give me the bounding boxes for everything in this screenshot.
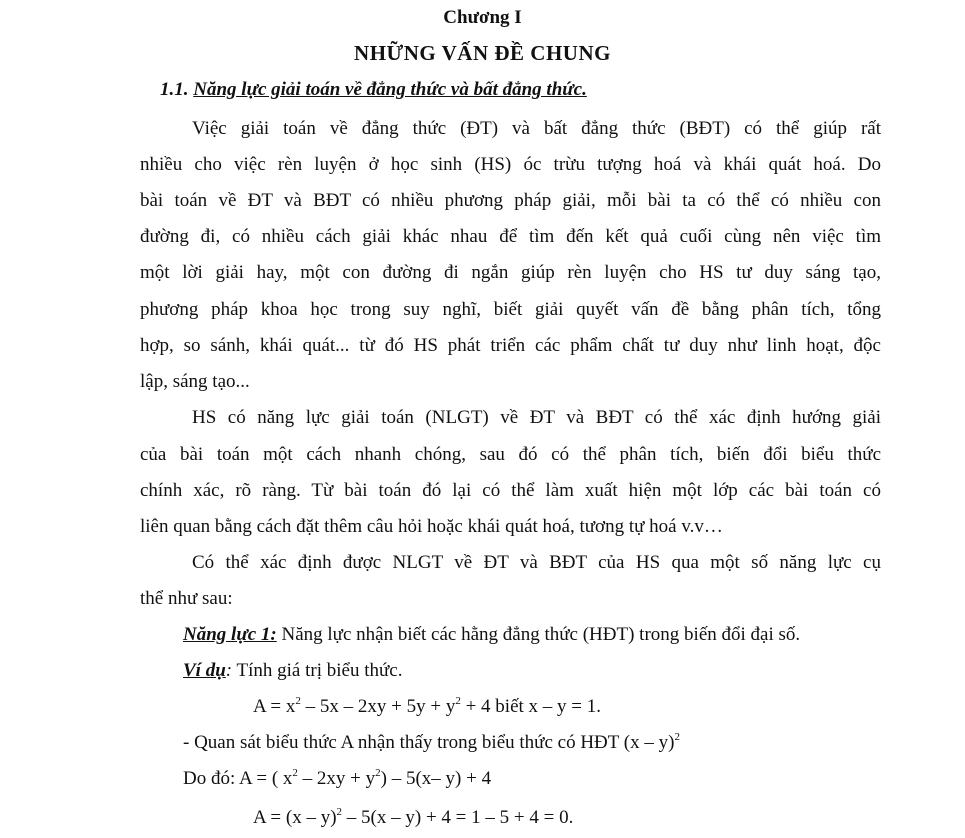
paragraph1-line: Việc giải toán về đẳng thức (ĐT) và bất đẳng thức (BĐT) có thể giúp rất: [192, 118, 881, 139]
equation-part: ) – 5(x– y) + 4: [380, 768, 492, 789]
example-label: Ví dụ: [183, 660, 226, 681]
paragraph1-line: nhiều cho việc rèn luyện ở học sinh (HS) óc trừu tượng hoá và khái quát hoá. Do: [140, 154, 881, 175]
ability-text: Năng lực nhận biết các hằng đẳng thức (HĐT) trong biến đổi đại số.: [276, 624, 801, 645]
paragraph3-line: thể như sau:: [140, 588, 233, 609]
paragraph1-line: một lời giải hay, một con đường đi ngắn giúp rèn luyện cho HS tư duy sáng tạo,: [140, 262, 881, 283]
paragraph1-line: hợp, so sánh, khái quát... từ đó HS phát triển các phẩm chất tư duy như linh hoạt, độc: [140, 335, 881, 356]
ability-label: Năng lực 1:: [183, 624, 277, 645]
chapter-heading: Chương I: [443, 7, 522, 28]
equation-part: – 2xy + y: [297, 768, 376, 789]
derivation-line: [183, 767, 491, 791]
paragraph1-line: phương pháp khoa học trong suy nghĩ, biết giải quyết vấn đề bằng phân tích, tổng: [140, 299, 881, 320]
section-title: Năng lực giải toán về đẳng thức và bất đẳng thức.: [193, 79, 587, 100]
exponent: 2: [295, 695, 301, 707]
equation-given: [253, 695, 601, 719]
paragraph3-line: Có thể xác định được NLGT về ĐT và BĐT của HS qua một số năng lực cụ: [192, 552, 881, 573]
ability-line: [183, 623, 800, 647]
example-line: [183, 659, 402, 683]
paragraph2-line: của bài toán một cách nhanh chóng, sau đó có thể phân tích, biến đổi biểu thức: [140, 444, 881, 465]
observation-line: [183, 731, 680, 755]
equation-part: A = x: [253, 696, 296, 717]
chapter-title: NHỮNG VẤN ĐỀ CHUNG: [354, 41, 611, 65]
paragraph1-line: đường đi, có nhiều cách giải khác nhau để tìm đến kết quả cuối cùng nên việc tìm: [140, 226, 881, 247]
paragraph1-line: bài toán về ĐT và BĐT có nhiều phương pháp giải, mỗi bài ta có thể có nhiều con: [140, 190, 881, 211]
exponent: 2: [375, 767, 381, 779]
observation-text: - Quan sát biểu thức A nhận thấy trong biểu thức có HĐT (x – y): [183, 732, 675, 753]
equation-part: – 5x – 2xy + 5y + y: [300, 696, 456, 717]
exponent: 2: [674, 731, 680, 743]
example-colon: :: [225, 660, 233, 681]
paragraph2-line: liên quan bằng cách đặt thêm câu hỏi hoặc khái quát hoá, tương tự hoá v.v…: [140, 516, 723, 537]
equation-part: A = (x – y): [253, 807, 337, 828]
paragraph1-line: lập, sáng tạo...: [140, 371, 250, 392]
result-line: [253, 806, 573, 830]
exponent: 2: [336, 806, 343, 818]
paragraph2-line: HS có năng lực giải toán (NLGT) về ĐT và BĐT có thể xác định hướng giải: [192, 407, 881, 428]
example-text: Tính giá trị biểu thức.: [232, 660, 403, 681]
section-heading: [160, 78, 587, 102]
paragraph2-line: chính xác, rõ ràng. Từ bài toán đó lại có thể làm xuất hiện một lớp các bài toán có: [140, 480, 881, 501]
exponent: 2: [292, 767, 298, 779]
equation-part: – 5(x – y) + 4 = 1 – 5 + 4 = 0.: [342, 807, 574, 828]
equation-part: Do đó: A = ( x: [183, 768, 293, 789]
exponent: 2: [455, 695, 461, 707]
equation-part: + 4 biết x – y = 1.: [460, 696, 601, 717]
section-number: 1.1.: [160, 79, 189, 100]
